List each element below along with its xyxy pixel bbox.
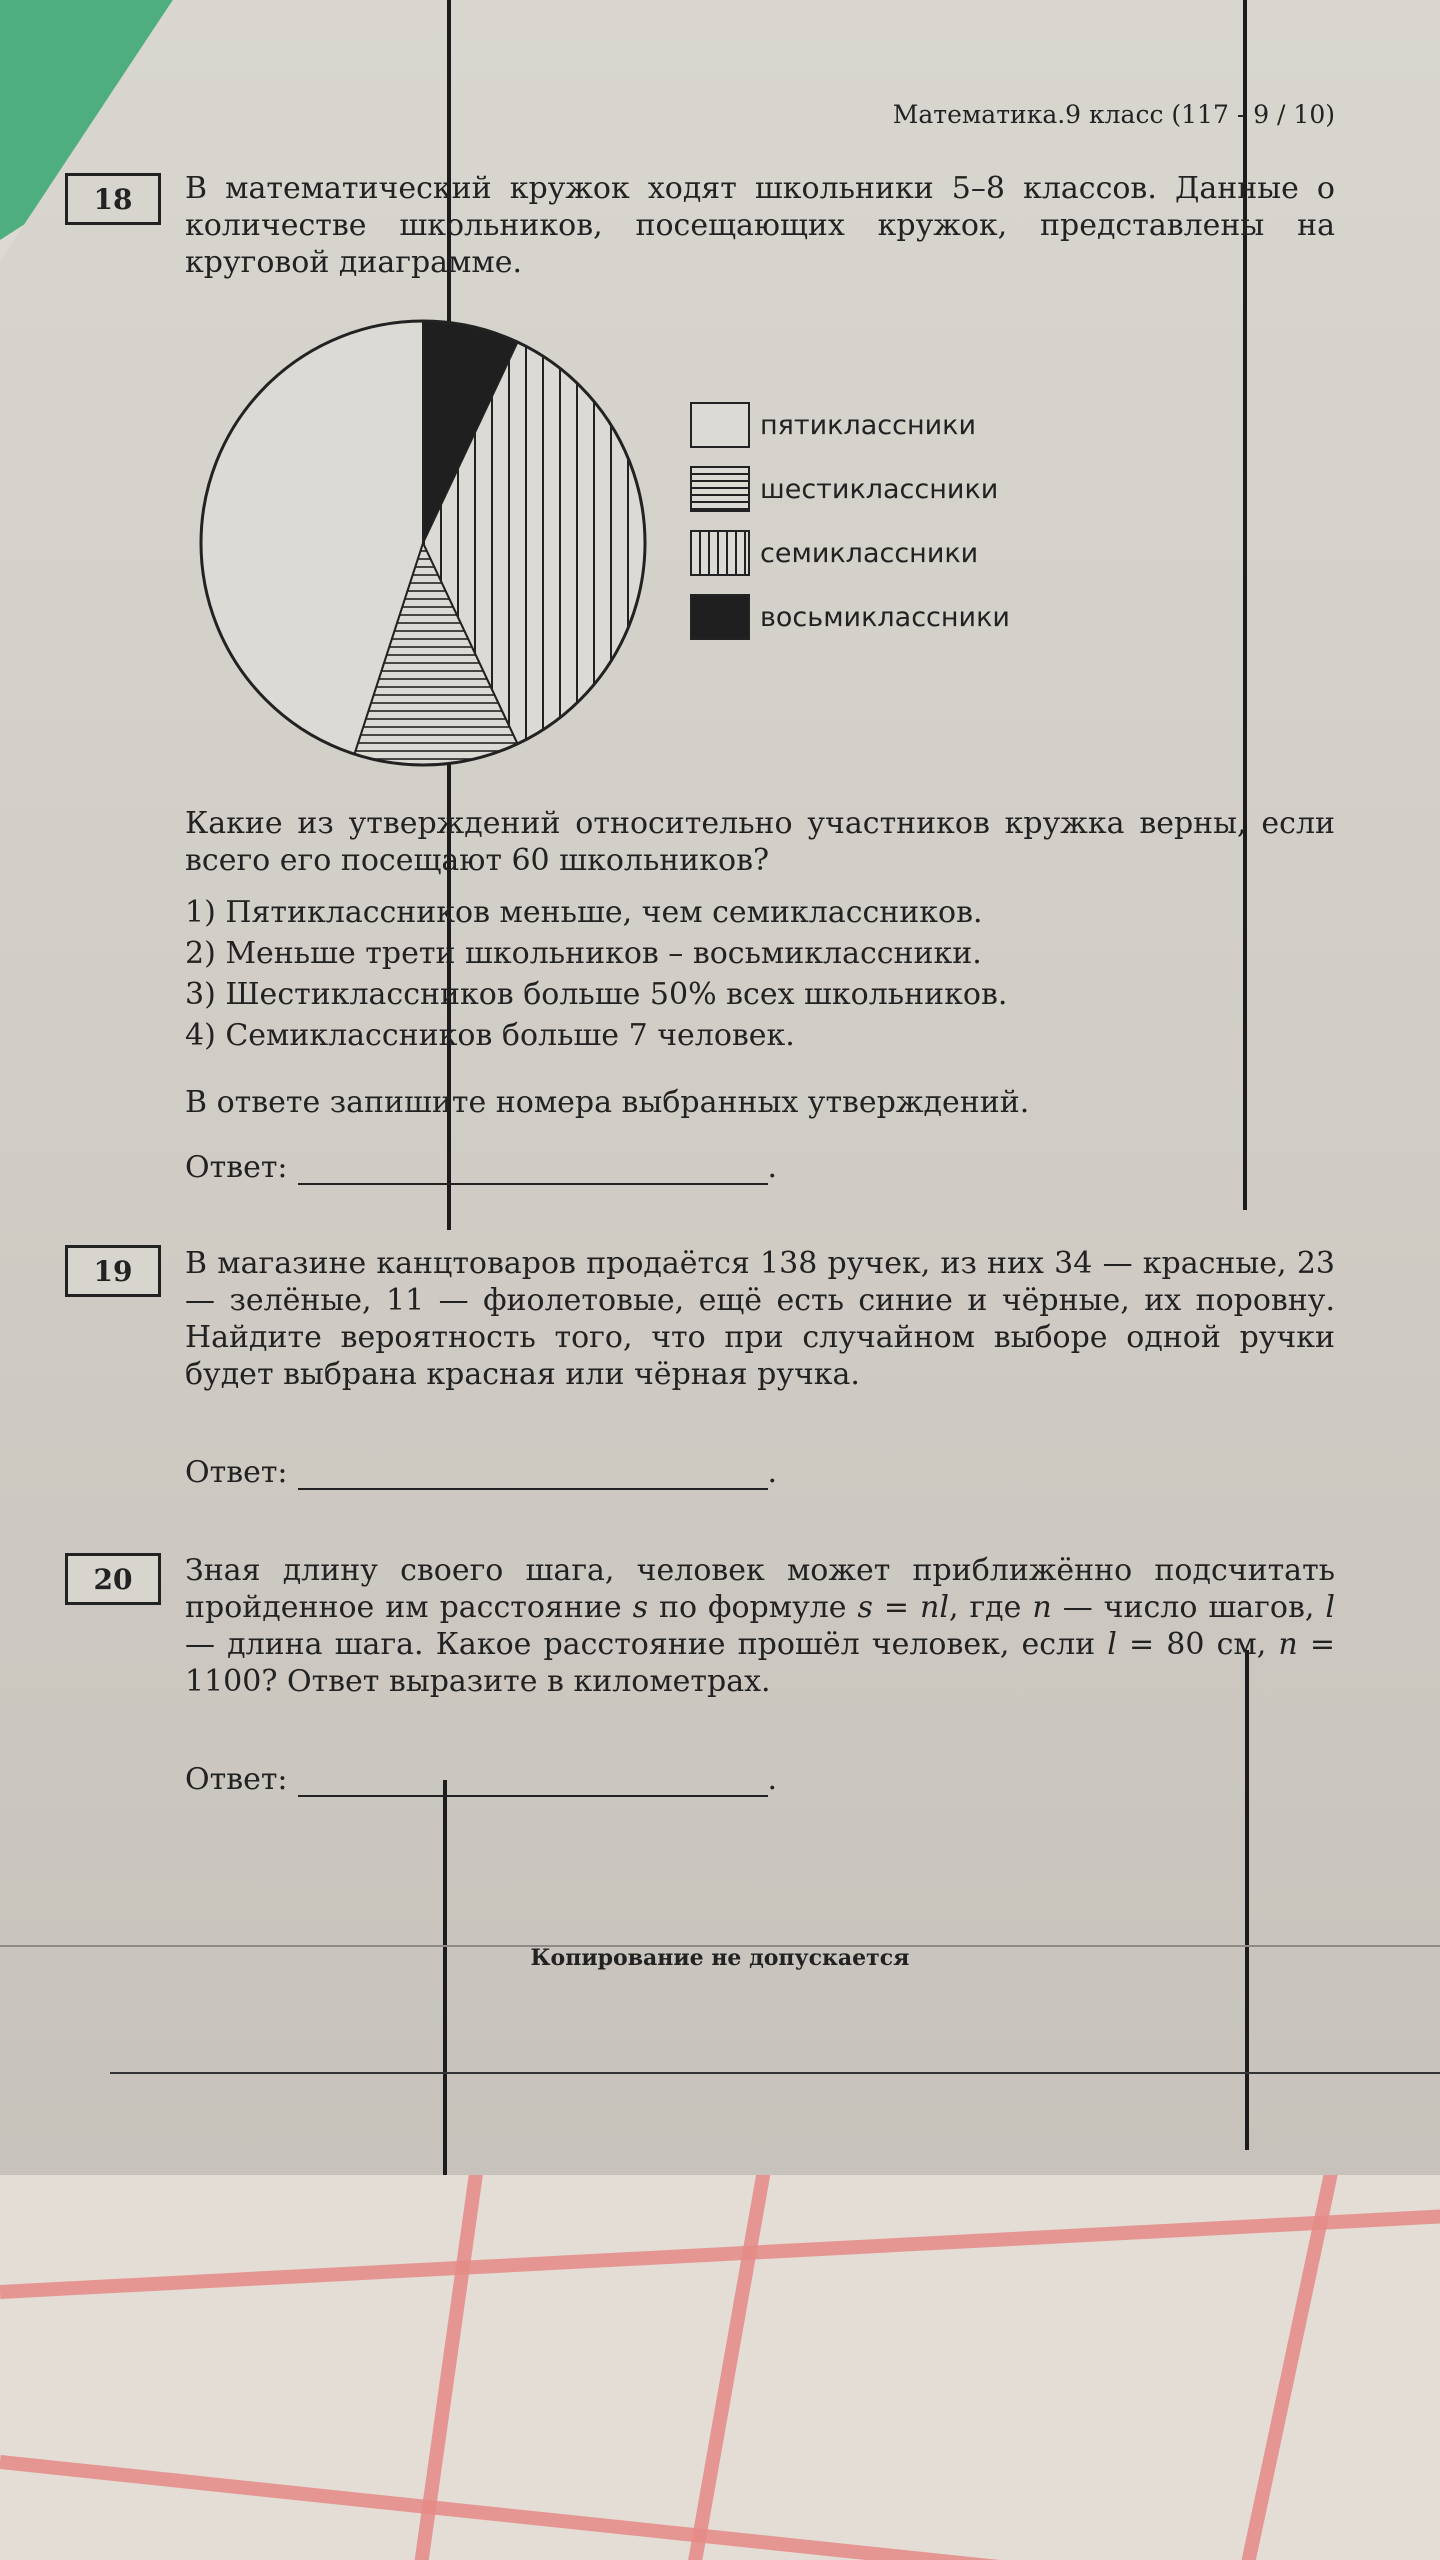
copy-notice: Копирование не допускается — [530, 1945, 910, 1971]
question-18-instruction: В ответе запишите номера выбранных утверждений. — [185, 1085, 1030, 1120]
question-20-number: 20 — [65, 1553, 161, 1605]
pie-chart — [195, 315, 655, 775]
legend-label: восьмиклассники — [760, 601, 1010, 633]
tablecloth-stripe — [681, 2175, 773, 2560]
legend-item-8 — [690, 592, 1010, 642]
legend-swatch-vertical — [690, 530, 750, 576]
answer-field[interactable] — [298, 1458, 768, 1490]
scan-vertical-line-right-lower — [1245, 1650, 1249, 2150]
legend-item-7 — [690, 528, 1010, 578]
legend-label: шестиклассники — [760, 473, 999, 505]
pie-legend — [690, 400, 1010, 656]
legend-swatch-solid — [690, 594, 750, 640]
page-bottom-line — [110, 2072, 1440, 2074]
answer-label: Ответ: — [185, 1150, 288, 1185]
question-18-text: В математический кружок ходят школьники 5–8 классов. Данные о количестве школьников, посещающих кружок, представлены на круговой диаграмме. — [185, 171, 1335, 280]
question-20-answer: Ответ: . — [185, 1762, 778, 1797]
answer-field[interactable] — [298, 1153, 768, 1185]
question-19-text: В магазине канцтоваров продаётся 138 ручек, из них 34 — красные, 23 — зелёные, 11 — фиолетовые, ещё есть синие и чёрные, их поровну. Найдите вероятность того, что при случайном выборе одной ручки будет выбрана красная или чёрная ручка. — [185, 1246, 1335, 1392]
answer-label: Ответ: — [185, 1762, 288, 1797]
page-header: Математика.9 класс (117 - 9 / 10) — [892, 100, 1335, 129]
question-19-answer: Ответ: . — [185, 1455, 778, 1490]
tablecloth-stripe — [0, 2455, 1440, 2560]
table-surface — [0, 2175, 1440, 2560]
option-3: 3) Шестиклассников больше 50% всех школьников. — [185, 977, 1008, 1012]
question-18-options — [185, 892, 1007, 1056]
legend-item-5 — [690, 400, 1010, 450]
legend-item-6 — [690, 464, 1010, 514]
question-19-number: 19 — [65, 1245, 161, 1297]
question-18-prompt: Какие из утверждений относительно участников кружка верны, если всего его посещают 60 школьников? — [185, 806, 1335, 878]
answer-label: Ответ: — [185, 1455, 288, 1490]
tablecloth-stripe — [0, 2201, 1440, 2299]
legend-swatch-blank — [690, 402, 750, 448]
option-1: 1) Пятиклассников меньше, чем семиклассников. — [185, 895, 983, 930]
question-18-answer: Ответ: . — [185, 1150, 778, 1185]
legend-label: пятиклассники — [760, 409, 977, 441]
question-18-number: 18 — [65, 173, 161, 225]
question-20-text: Зная длину своего шага, человек может приближённо подсчитать пройденное им расстояние s по формуле s = nl, где n — число шагов, l — длина шага. Какое расстояние прошёл человек, если l = 80 см, n = 1100? Ответ выразите в километрах. — [185, 1553, 1335, 1699]
option-4: 4) Семиклассников больше 7 человек. — [185, 1018, 795, 1053]
answer-field[interactable] — [298, 1765, 768, 1797]
legend-label: семиклассники — [760, 537, 979, 569]
option-2: 2) Меньше трети школьников – восьмиклассники. — [185, 936, 982, 971]
scan-vertical-line-left-lower — [443, 1780, 447, 2180]
legend-swatch-horizontal — [690, 466, 750, 512]
